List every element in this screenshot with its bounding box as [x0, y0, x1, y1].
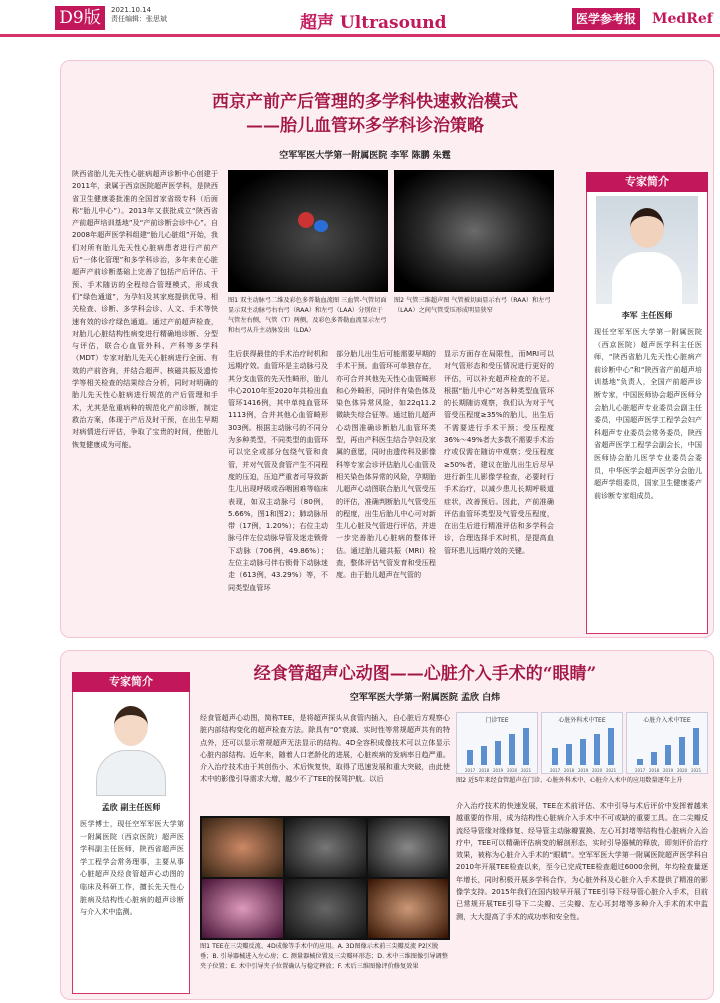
- tee-chart-bar: [651, 752, 657, 765]
- article1-fig1-caption: 图1 双主动脉弓二维及彩色多普勒血流图 三血管-气管切面显示双主动脉弓右右弓（RAA）和左弓（LAA）分别位于气管左右侧，气管（T）两侧，及彩色多普勒血流显示左弓和右弓从升主动脉发出（LDA）: [228, 297, 387, 334]
- tee-chart-bar: [467, 750, 473, 765]
- article1-title: [150, 90, 580, 138]
- tee-chart-bar: [679, 737, 685, 765]
- tee-chart-3: [626, 712, 708, 774]
- tee-chart-tick: 2020: [677, 768, 688, 773]
- tee-chart-tick: 2018: [479, 768, 490, 773]
- tee-chart-tick: 2021: [606, 768, 617, 773]
- tee-chart-tick: 2020: [507, 768, 518, 773]
- tee-chart-tick: 2019: [493, 768, 504, 773]
- tee-chart-tick: 2021: [521, 768, 532, 773]
- tee-chart-tick: 2017: [465, 768, 476, 773]
- article1-byline: 空军军医大学第一附属医院 李军 陈鹏 朱霆: [279, 151, 451, 161]
- editor-text: 责任编辑：张思斌: [111, 15, 167, 23]
- article1-title-line2: ——胎儿血管环多学科诊治策略: [246, 116, 484, 136]
- expert2-heading: 专家简介: [72, 672, 190, 692]
- section-title: 超声 Ultrasound: [300, 13, 447, 33]
- expert1-heading: 专家简介: [586, 172, 708, 192]
- tee-chart-tick: 2021: [691, 768, 702, 773]
- tee-panel-f: [368, 879, 448, 938]
- page-header: [0, 0, 720, 40]
- article1-title-line1: 西京产前产后管理的多学科快速救治模式: [212, 92, 518, 112]
- color-doppler-blue: [314, 220, 328, 232]
- fig1-ultrasound-image: [228, 170, 388, 292]
- tee-chart-bar: [481, 746, 487, 765]
- article2-intro: 经食管超声心动图，简称TEE，是将超声探头从食管内插入，自心脏后方观察心脏内部结构变化的超声检查方法。除具有“0”衰减、实时性等常规超声共有的特点外，还可以显示常规超声无法显示的结构。4D全容积成像技术可以立体显示心脏内部结构。近年来，随着人口老龄化的进展，心脏疾病的发病率日趋严重。介入治疗技术由于其创伤小、术后恢复快，取得了迅速发展和重大突破，由此使术中的影像引导需求大增，越少不了TEE的保驾护航。以后: [200, 713, 450, 784]
- tee-panel-b: [285, 818, 366, 877]
- tee-chart-tick: 2019: [663, 768, 674, 773]
- tee-chart-bar: [665, 745, 671, 765]
- tee-chart-bar: [637, 759, 643, 765]
- page-badge: D9版: [55, 6, 105, 30]
- header-divider: [0, 34, 720, 37]
- article1-fig2-caption: 图2 气管三维超声图 气管被切面显示右弓（RAA）和左弓（LAA）之间气管受压形成明显狭窄: [394, 297, 551, 314]
- issue-date: [111, 6, 167, 24]
- expert1-coat: [612, 252, 682, 304]
- tee-chart-bar: [693, 728, 699, 765]
- tee-chart-title: 门诊TEE: [485, 717, 509, 724]
- tee-chart-bar: [552, 748, 558, 765]
- article2-body: 介入治疗技术的快速发展，TEE在术前评估、术中引导与术后评价中发挥着越来越重要的作用，成为结构性心脏病介入手术中不可或缺的重要工具。在二尖瓣反流经导管缘对缘修复、经导管主动脉瓣置换、左心耳封堵等结构性心脏病介入治疗中，TEE可以精确评估病变的解剖形态，实时引导器械的释放，即刻评价治疗效果，被称为心脏介入手术的“眼睛”。空军军医大学第一附属医院超声医学科自2010年开展TEE检查以来，至今已完成TEE检查超过6000余例，年均检查量逐年增长，同时积极开展多学科合作，为心脏外科及心脏介入手术提供了精准的影像学支持。2015年我们在国内较早开展了TEE引导下经导管心脏介入手术，目前已常规开展TEE引导下二尖瓣、三尖瓣、左心耳封堵等多种介入手术的术中监测，大大提高了手术的成功率和安全性。: [456, 801, 708, 921]
- tee-chart-bar: [594, 734, 600, 765]
- article1-col2: 生后获得最佳的手术治疗时机和远期疗效。血管环是主动脉弓及其分支血管的先天性畸形，胎儿中心2010年至2020年共检出血管环1416例，其中单纯血管环1113例，合并其他心血管畸形303例。根据主动脉弓的不同分为多种类型，不同类型的血管环可以完全或部分包绕气管和食管，并对气管及食管产生不同程度的压迫，压迫严重者可导致新生儿出现呼吸或吞咽困难等临床表现，如双主动脉弓（80例，5.66%，图1和图2）；肺动脉吊带（17例，1.20%）；右位主动脉弓伴左位动脉导管及迷走锁骨下动脉（706例，49.86%）；左位主动脉弓伴右锁骨下动脉迷走（613例，43.29%）等，不同类型血管环: [228, 349, 328, 592]
- article2-title: 经食管超声心动图——心脏介入手术的“眼睛”: [253, 664, 597, 684]
- expert2-photo: [84, 696, 178, 796]
- tee-chart-1: [456, 712, 538, 774]
- expert2-bio: 医学博士，现任空军军医大学第一附属医院（西京医院）超声医学科副主任医师，陕西省超声医学工程学会常务理事，主要从事心脏超声及经食管超声心动图的临床及科研工作，擅长先天性心脏病及结构性心脏病的超声诊断与介入术中监测。: [80, 819, 184, 917]
- article1-col4: 显示方面存在局限性，而MRI可以对气管形态和受压情况进行更好的评估，可以补充超声检查的不足。根据“胎儿中心”对各种类型血管环的长期随访观察，我们认为对于气管受压程度≥35%的胎儿，出生后不需要进行手术干预；受压程度36%～49%者大多数不需要手术治疗或仅需在随访中观察；受压程度≥50%者，建议在胎儿出生后尽早进行新生儿影像学检查，必要时行手术治疗，以减少患儿长期呼吸道症状，改善预后。因此，产前准确评估血管环类型及气管受压程度，在出生后进行精准评估和多学科会诊，合理选择手术时机，是提高血管环患儿远期疗效的关键。: [444, 349, 554, 555]
- article1-col3: 部分胎儿出生后可能需要早期的手术干预。血管环可单独存在，亦可合并其他先天性心血管畸形和心外畸形，同时伴有染色体及染色体异常风险，如22q11.2微缺失综合征等。通过胎儿超声心动图准确诊断胎儿血管环类型，再由产科医生结合孕妇及家属的意愿，同时由遗传科及影像科等专家会诊评估胎儿心血管及相关染色体异常的风险，孕期胎儿超声心动图联合胎儿气管受压的评估，准确判断胎儿气管受压的程度，出生后胎儿中心可对新生儿心脏及气管进行评估，并进一步完善胎儿心脏病的整体评估。通过胎儿磁共振（MRI）检查，整体评估气管发育和受压程度。由于胎儿超声在气管的: [336, 349, 436, 580]
- article2-fig2-caption: 图2 近5年来经食管超声在门诊、心脏外科术中、心脏介入术中的应用数量逐年上升: [456, 777, 683, 784]
- tee-chart-tick: 2018: [564, 768, 575, 773]
- tee-panel-d: [202, 879, 283, 938]
- tee-chart-bar: [495, 741, 501, 765]
- article2-fig1-caption: 图1 TEE在三尖瓣反流、4D成像等手术中的应用。A. 3D图像示术前三尖瓣反流 P2区脱垂；B. 引导器械进入左心房；C. 测量器械位置及三尖瓣环形态；D. 术中三维图像引导调整夹子位置；E. 术中引导夹子位置确认与稳定释放；F. 术后三维图像评价修复效果: [200, 943, 448, 970]
- tee-chart-tick: 2019: [578, 768, 589, 773]
- tee-chart-bar: [566, 744, 572, 765]
- tee-panel-a: [202, 818, 283, 877]
- tee-chart-bar: [608, 728, 614, 765]
- tee-chart-title: 心脏介入术中TEE: [643, 717, 691, 724]
- tee-chart-title: 心脏外科术中TEE: [558, 717, 606, 724]
- tee-chart-tick: 2020: [592, 768, 603, 773]
- tee-panel-c: [368, 818, 448, 877]
- tee-chart-tick: 2017: [550, 768, 561, 773]
- article2-fig1-grid: [200, 816, 450, 940]
- expert2-coat: [96, 750, 166, 796]
- tee-chart-tick: 2018: [649, 768, 660, 773]
- tee-chart-bar: [509, 734, 515, 765]
- color-doppler-red: [298, 212, 314, 228]
- tee-panel-e: [285, 879, 366, 938]
- article2-byline: 空军军医大学第一附属医院 孟欣 白炜: [349, 693, 501, 703]
- tee-chart-2: [541, 712, 623, 774]
- expert2-name: 孟欣 副主任医师: [101, 803, 161, 812]
- expert1-photo: [596, 196, 698, 304]
- paper-logo: 医学参考报: [572, 8, 640, 30]
- expert1-face: [630, 208, 664, 248]
- tee-chart-bar: [580, 739, 586, 765]
- date-text: 2021.10.14: [111, 6, 152, 14]
- expert2-face: [114, 706, 148, 746]
- tee-chart-tick: 2017: [635, 768, 646, 773]
- fig2-ultrasound-image: [394, 170, 554, 292]
- tee-chart-bar: [523, 728, 529, 765]
- article1-col1: 陕西省胎儿先天性心脏病超声诊断中心创建于2011年，隶属于西京医院超声医学科，是陕西省卫生健康委批准的全国首家省级专科（后面称“胎儿中心”）。2013年又获批成立“陕西省产前超声培训基地”及“产前诊断会诊中心”。自2008年超声医学科组建“胎儿心脏组”开始，我们对所有胎儿先天性心脏病患者进行产前产后“一体化管理”和多学科诊治，多年来在心脏超声产前诊断基础上完善了包括产后评估、干预、手术随访的全程综合管理模式，形成我们“绿色通道”，为孕妇及其家庭提供优导、相关检查、诊断、多学科会诊、人文、手术等快速有效的诊疗绿色通道。通过产前超声检查，对胎儿心脏结构性病变进行精确地诊断、分型与评估，联合心血管外科、产科等多学科（MDT）专家对胎儿先天心脏病进行全面、有效的产前咨询，并结合超声、核磁共振及遗传学等相关检查的结果综合分析，同时对明确的胎儿先天性心脏病进行规范的产后管理和手术，尤其是危重病种的规范化产前诊断，制定救治方案，体现于产后及时干预，在出生早期对病情进行评估，争取了宝贵的时间，使胎儿恢复健康成为可能。: [72, 169, 218, 449]
- expert1-bio: 现任空军军医大学第一附属医院（西京医院）超声医学科主任医师，“陕西省胎儿先天性心脏病产前诊断中心”和“陕西省产前超声培训基地”负责人，全国产前超声诊断专家，中国医师协会超声医师分会胎儿心脏超声专业委员会副主任委员，中国超声医学工程学会妇产科超声专业委员会常务委员，陕西省超声医学工程学会副会长，中国医师协会胎儿医学专业委员会委员，中华医学会超声医学分会胎儿超声学组委员，国家卫生健康委产前诊断专家组成员。: [594, 327, 702, 500]
- brand-logo: MedRef: [652, 11, 713, 27]
- expert1-name: 李军 主任医师: [621, 311, 673, 320]
